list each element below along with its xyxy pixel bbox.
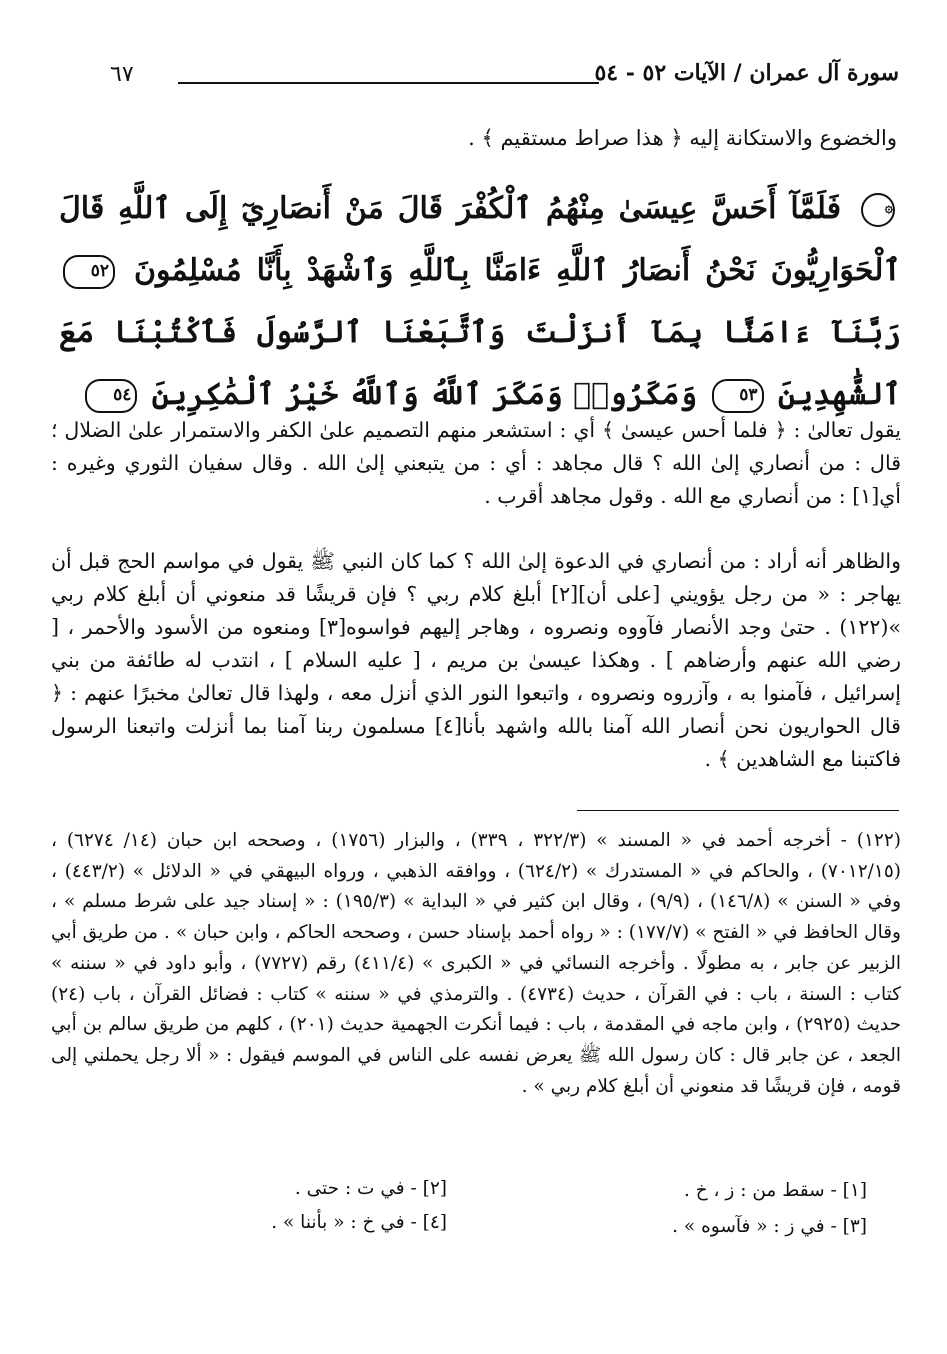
verse-number-52: ٥٢ bbox=[63, 255, 115, 289]
verse-52-text: فَلَمَّآ أَحَسَّ عِيسَىٰ مِنْهُمُ ٱلْكُفْرَ قَالَ مَنْ أَنصَارِيٓ إِلَى ٱللَّهِ قَالَ ٱلْحَوَارِيُّونَ نَحْنُ أَنصَارُ ٱللَّهِ ءَامَنَّا بِٱللَّهِ وَٱشْهَدْ بِأَنَّا مُسْلِمُونَ bbox=[59, 191, 901, 288]
variant-note-1: [١] - سقط من : ز ، خ . bbox=[683, 1180, 867, 1201]
verse-number-54: ٥٤ bbox=[85, 379, 137, 413]
verse-53-text: رَبَّنَآ ءَامَنَّا بِمَآ أَنزَلْتَ وَٱتَّبَعْنَا ٱلرَّسُولَ فَٱكْتُبْنَا مَعَ ٱلشَّٰهِدِينَ bbox=[59, 315, 901, 412]
intro-line: والخضوع والاستكانة إليه ﴿ هذا صراط مستقيم ﴾ . bbox=[468, 126, 897, 150]
quran-verses bbox=[59, 178, 901, 426]
page-number: ٦٧ bbox=[110, 62, 134, 87]
page-header bbox=[110, 58, 899, 98]
verse-number-53: ٥٣ bbox=[712, 379, 764, 413]
variant-note-2: [٢] - في ت : حتى . bbox=[294, 1178, 447, 1199]
footnote-122: (١٢٢) - أخرجه أحمد في « المسند » (٣٢٢/٣ ، ٣٣٩) ، والبزار (١٧٥٦) ، وصححه ابن حبان (١٤/ ٦٢٧٤) ، (٧٠١٢/١٥) ، والحاكم في « المستدرك » (٦٢٤/٢) ، ووافقه الذهبي ، ورواه البيهقي في « الدلائل » (٤٤٣/٢) ، وفي « السنن » (١٤٦/٨) ، (٩/٩) ، وقال ابن كثير في « البداية » (١٩٥/٣) : « إسناد جيد على شرط مسلم » ، وقال الحافظ في « الفتح » (١٧٧/٧) : « رواه أحمد بإسناد حسن ، وصححه الحاكم ، وابن حبان » . من طريق أبي الزبير عن جابر ، به مطولًا . وأخرجه النسائي في « الكبرى » (٤١١/٤) رقم (٧٧٢٧) ، وأبو داود في « سننه » كتاب : السنة ، باب : في القرآن ، حديث (٤٧٣٤) . والترمذي في « سننه » كتاب : فضائل القرآن ، باب (٢٤) حديث (٢٩٢٥) ، وابن ماجه في المقدمة ، باب : فيما أنكرت الجهمية حديث (٢٠١) ، كلهم من طريق سالم بن أبي الجعد ، عن جابر قال : كان رسول الله ﷺ يعرض نفسه على الناس في الموسم فيقول : « ألا رجل يحملني إلى قومه ، فإن قريشًا قد منعوني أن أبلغ كلام ربي » . bbox=[51, 830, 902, 1097]
commentary-paragraph-1: يقول تعالىٰ : ﴿ فلما أحس عيسىٰ ﴾ أي : استشعر منهم التصميم علىٰ الكفر والاستمرار علىٰ الضلال ؛ قال : من أنصاري إلىٰ الله ؟ قال مجاهد : أي : من يتبعني إلىٰ الله . وقال سفيان الثوري وغيره : أي[١] : من أنصاري مع الله . وقول مجاهد أقرب . bbox=[51, 418, 901, 508]
header-rule bbox=[178, 82, 599, 84]
variant-note-3: [٣] - في ز : « فآسوه » . bbox=[672, 1216, 867, 1237]
commentary-paragraph-2: والظاهر أنه أراد : من أنصاري في الدعوة إلىٰ الله ؟ كما كان النبي ﷺ يقول في مواسم الحج قبل أن يهاجر : « من رجل يؤويني [على أن][٢] أبلغ كلام ربي ؟ فإن قريشًا قد منعوني أن أبلغ كلام ربي »(١٢٢) . حتىٰ وجد الأنصار فآووه ونصروه ، وهاجر إليهم فواسوه[٣] ومنعوه من الأسود والأحمر ، [ رضي الله عنهم وأرضاهم ] . وهكذا عيسىٰ بن مريم ، [ عليه السلام ] ، انتدب له طائفة من بني إسرائيل ، فآمنوا به ، وآزروه ونصروه ، واتبعوا النور الذي أنزل معه ، ولهذا قال تعالىٰ مخبرًا عنهم : ﴿ قال الحواريون نحن أنصار الله آمنا بالله واشهد بأنا[٤] مسلمون ربنا آمنا بما أنزلت واتبعنا الرسول فاكتبنا مع الشاهدين ﴾ . bbox=[51, 549, 901, 771]
variant-notes bbox=[107, 1172, 867, 1252]
variant-note-4: [٤] - في خ : « بأننا » . bbox=[271, 1212, 447, 1233]
hizb-marker-icon: ۞ bbox=[861, 193, 895, 227]
footnote-divider bbox=[577, 810, 899, 811]
running-title: سورة آل عمران / الآيات ٥٢ - ٥٤ bbox=[594, 60, 899, 86]
verse-54-text: وَمَكَرُوا۟ وَمَكَرَ ٱللَّهُ وَٱللَّهُ خَيْرُ ٱلْمَٰكِرِينَ bbox=[151, 377, 698, 412]
